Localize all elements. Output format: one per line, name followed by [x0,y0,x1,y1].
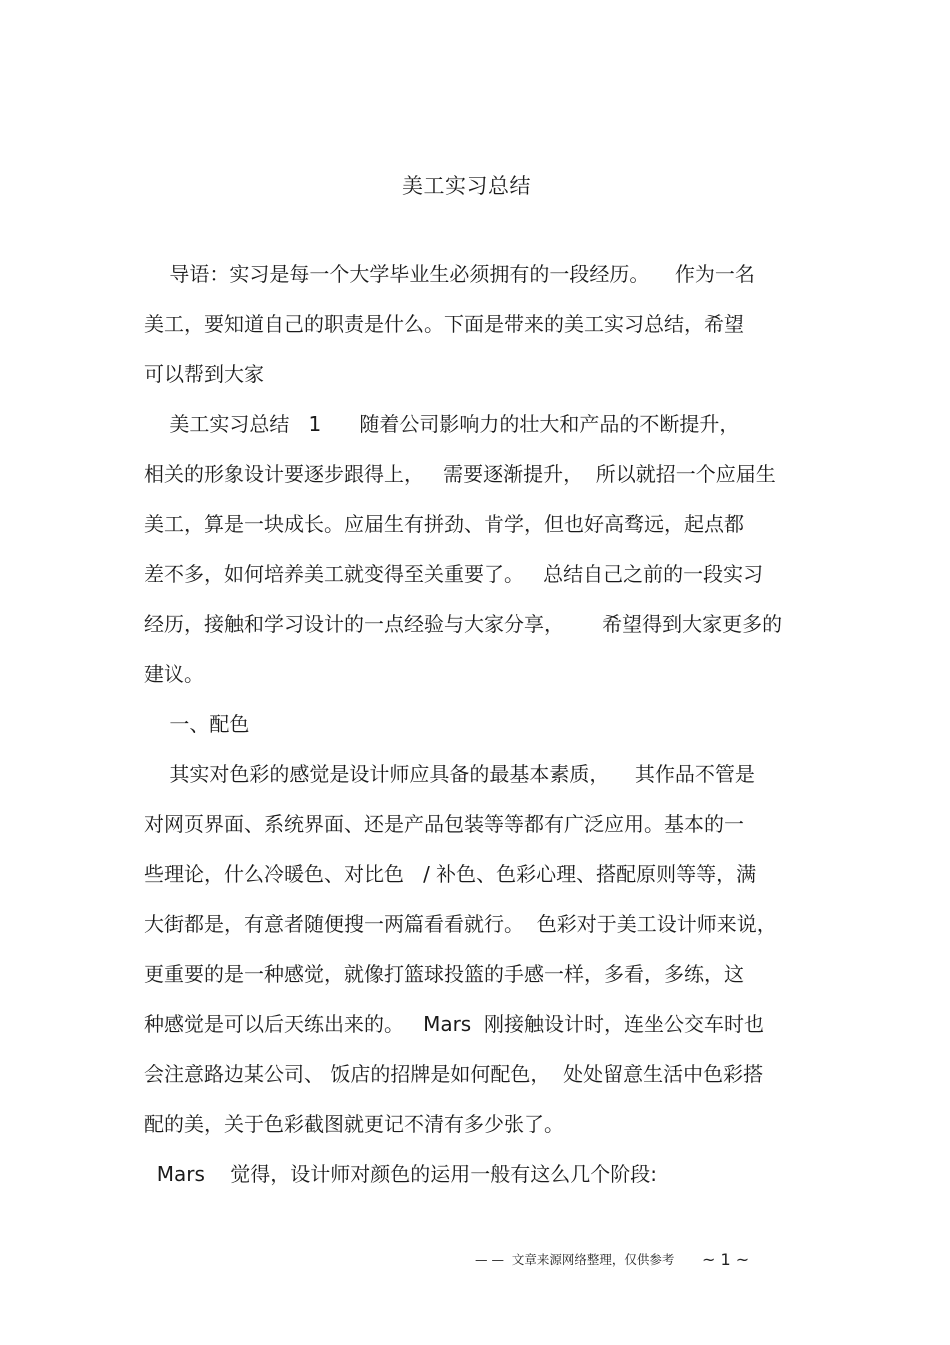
page-footer [0,1250,950,1270]
body-line: 种感觉是可以后天练出来的。 Mars 刚接触设计时，连坐公交车时也 [144,1012,764,1036]
body-line: 会注意路边某公司、 饭店的招牌是如何配色， 处处留意生活中色彩搭 [144,1062,764,1086]
body-line: 其实对色彩的感觉是设计师应具备的最基本素质， 其作品不管是 [144,762,755,786]
body-line: 导语：实习是每一个大学毕业生必须拥有的一段经历。 作为一名 [144,262,755,286]
body-line: 更重要的是一种感觉，就像打篮球投篮的手感一样，多看，多练，这 [144,962,744,986]
body-line: 美工，要知道自己的职责是什么。下面是带来的美工实习总结，希望 [144,312,744,336]
body-line: 大街都是，有意者随便搜一两篇看看就行。 色彩对于美工设计师来说， [144,912,777,936]
body-line: 些理论，什么冷暖色、对比色 / 补色、色彩心理、搭配原则等等，满 [144,862,757,886]
body-line: 建议。 [144,662,204,686]
body-line: 美工，算是一块成长。应届生有拼劲、肯学，但也好高骛远，起点都 [144,512,744,536]
body-line: 对网页界面、系统界面、还是产品包装等等都有广泛应用。基本的一 [144,812,744,836]
body-line: Mars 觉得，设计师对颜色的运用一般有这么几个阶段: [144,1162,658,1186]
body-line: 相关的形象设计要逐步跟得上， 需要逐渐提升， 所以就招一个应届生 [144,462,776,486]
body-line: 美工实习总结 1 随着公司影响力的壮大和产品的不断提升， [144,412,740,436]
page-number: ~ 1 ~ [702,1250,750,1269]
section-heading: 一、配色 [144,712,250,736]
body-line: 经历，接触和学习设计的一点经验与大家分享， 希望得到大家更多的 [144,612,783,636]
body-line: 配的美，关于色彩截图就更记不清有多少张了。 [144,1112,564,1136]
document-title: 美工实习总结 [402,174,531,198]
document-body [144,258,824,1208]
body-line: 可以帮到大家 [144,362,264,386]
source-note: — — 文章来源网络整理，仅供参考 [475,1252,675,1267]
body-line: 差不多，如何培养美工就变得至关重要了。 总结自己之前的一段实习 [144,562,764,586]
